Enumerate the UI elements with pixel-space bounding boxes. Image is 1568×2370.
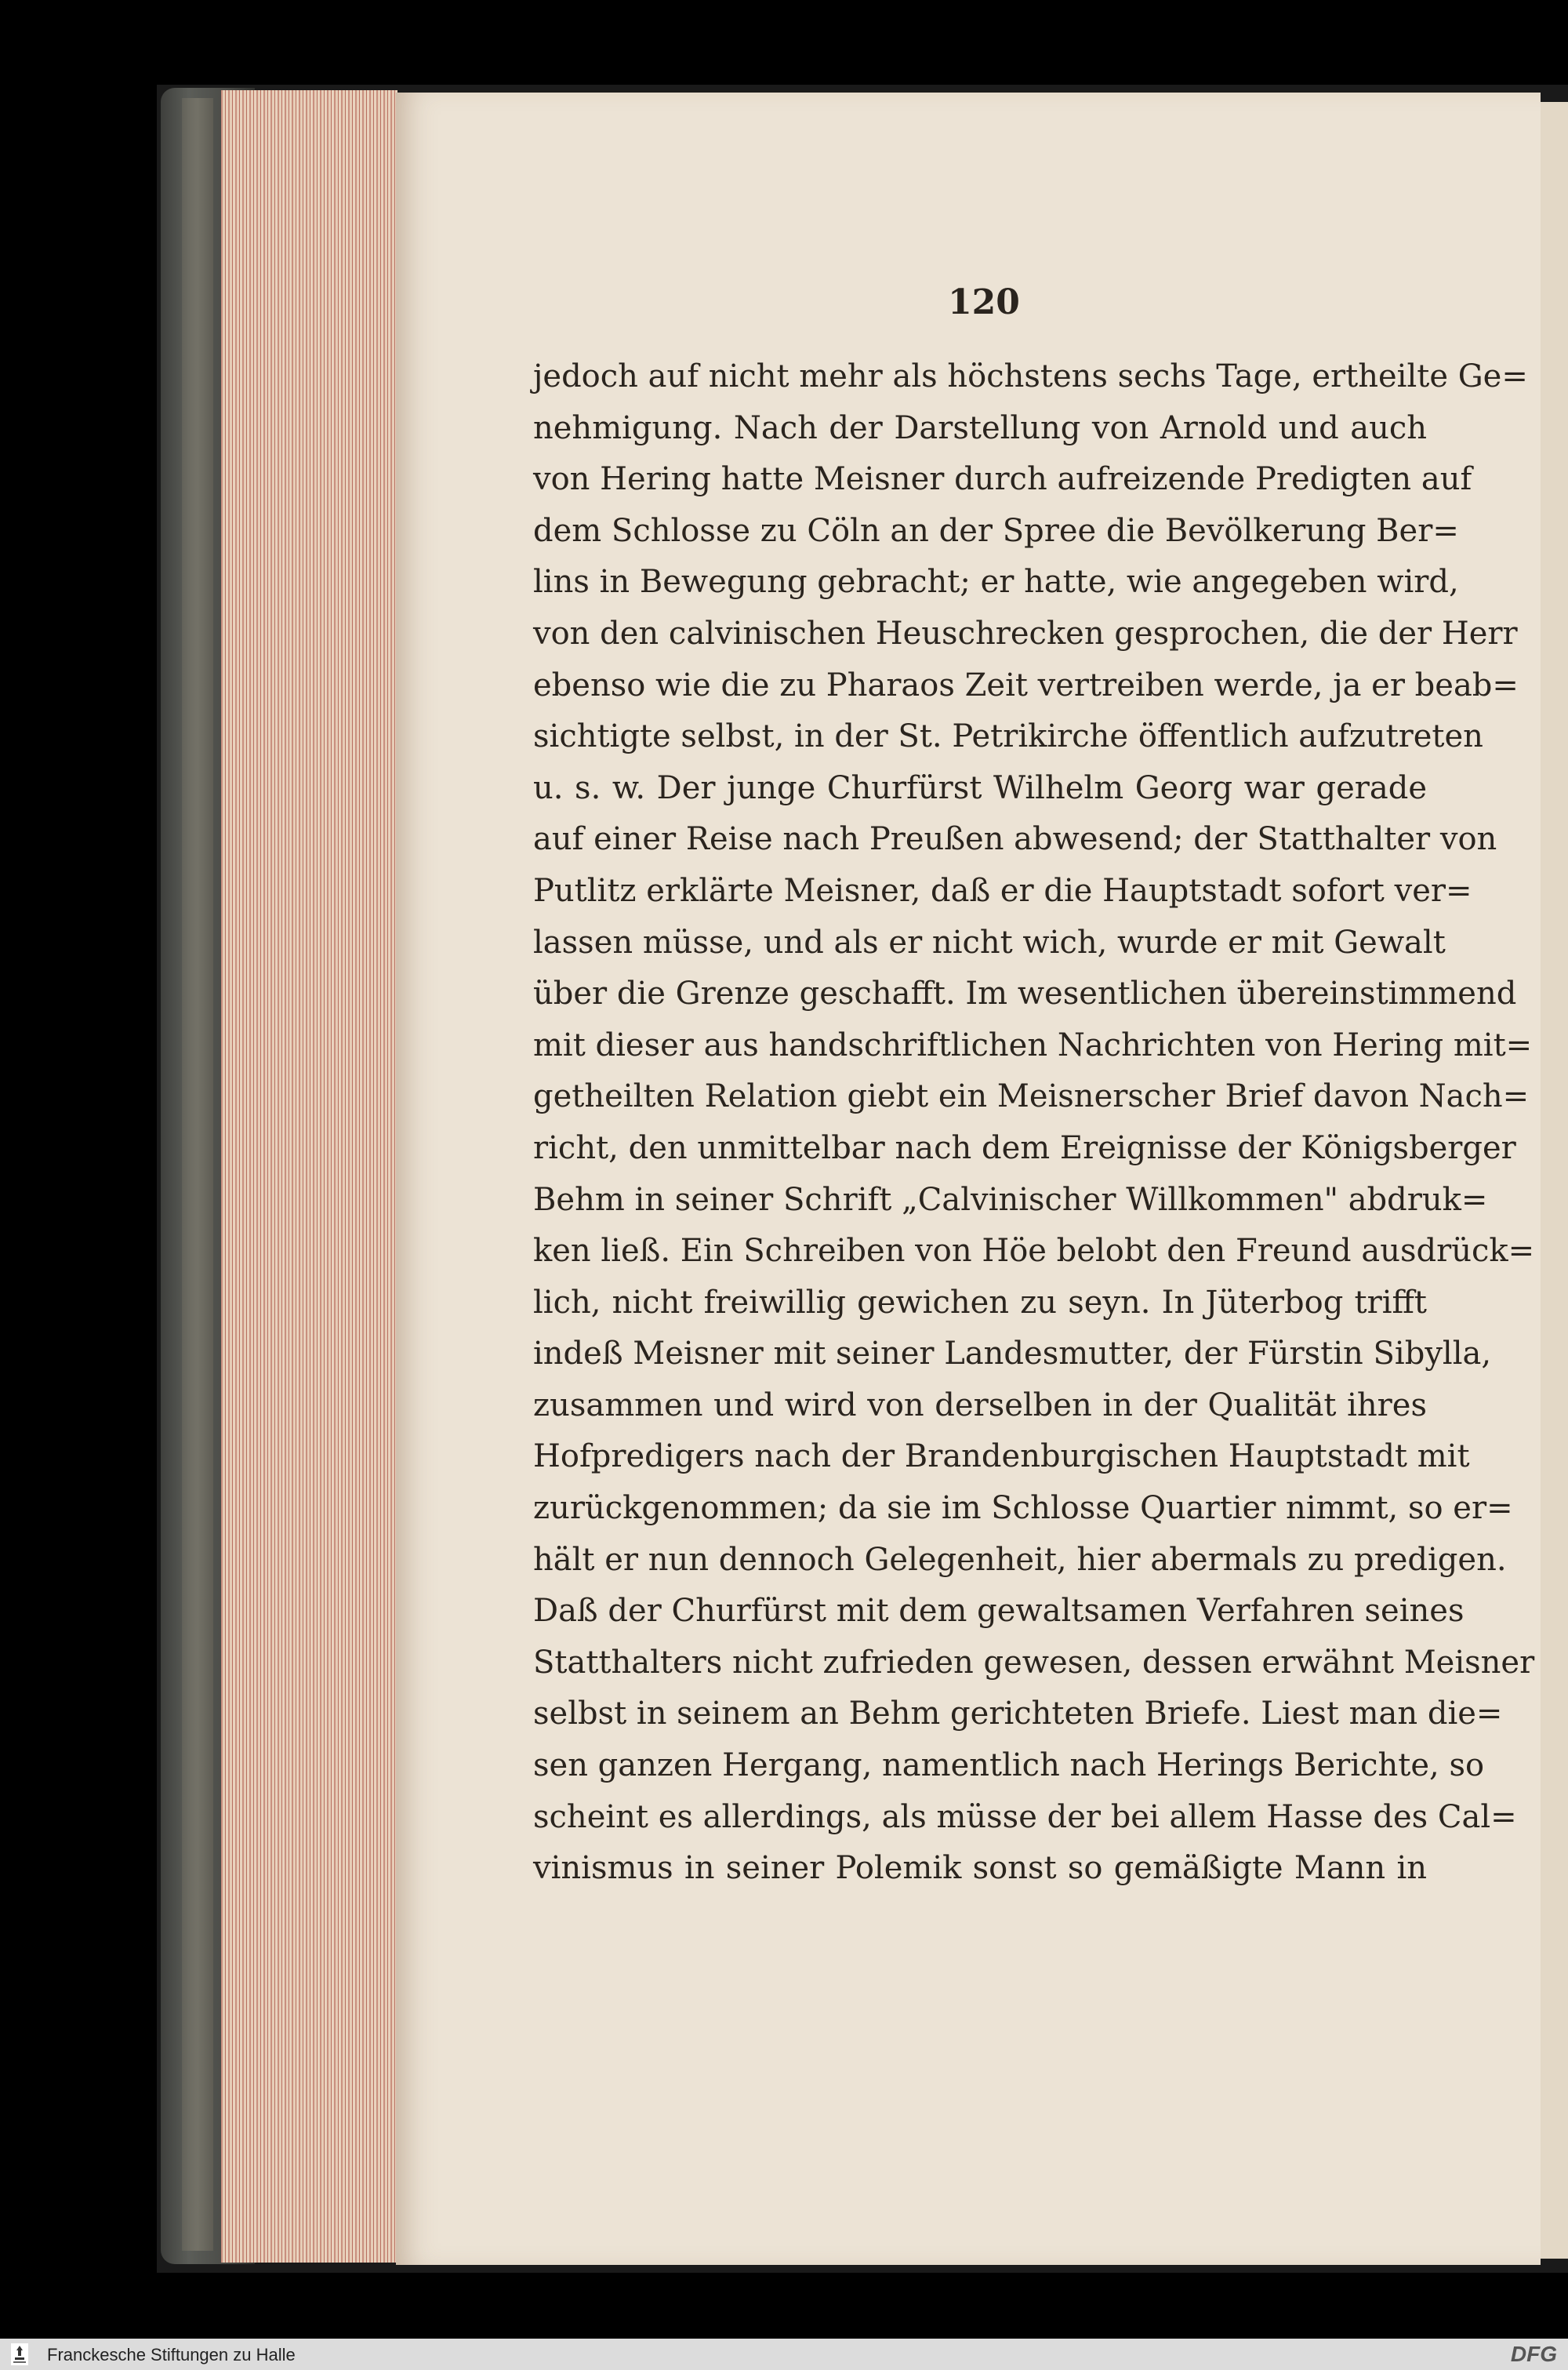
text-line: Daß der Churfürst mit dem gewaltsamen Verfahren seines: [533, 1593, 1465, 1630]
text-line: lich, nicht freiwillig gewichen zu seyn. In Jüterbog trifft: [533, 1284, 1427, 1321]
text-line: ken ließ. Ein Schreiben von Höe belobt den Freund ausdrück=: [533, 1233, 1535, 1270]
text-line: dem Schlosse zu Cöln an der Spree die Bevölkerung Ber=: [533, 512, 1459, 549]
text-line: von den calvinischen Heuschrecken gesprochen, die der Herr: [533, 615, 1518, 652]
text-line: sen ganzen Hergang, namentlich nach Herings Berichte, so: [533, 1747, 1485, 1784]
institution-name: Franckesche Stiftungen zu Halle: [47, 2345, 296, 2365]
page-number: 120: [948, 282, 1020, 322]
text-line: Putlitz erklärte Meisner, daß er die Hauptstadt sofort ver=: [533, 872, 1472, 909]
page-edges: [221, 90, 397, 2263]
text-line: jedoch auf nicht mehr als höchstens sechs Tage, ertheilte Ge=: [533, 358, 1528, 394]
text-line: richt, den unmittelbar nach dem Ereignisse der Königsberger: [533, 1129, 1516, 1166]
text-line: von Hering hatte Meisner durch aufreizende Predigten auf: [533, 461, 1472, 498]
text-line: sichtigte selbst, in der St. Petrikirche öffentlich aufzutreten: [533, 718, 1483, 755]
dfg-logo: DFG: [1510, 2342, 1557, 2366]
text-line: lassen müsse, und als er nicht wich, wurde er mit Gewalt: [533, 924, 1446, 961]
text-line: indeß Meisner mit seiner Landesmutter, der Fürstin Sibylla,: [533, 1336, 1492, 1372]
text-line: auf einer Reise nach Preußen abwesend; der Statthalter von: [533, 821, 1497, 858]
text-line: scheint es allerdings, als müsse der bei allem Hasse des Cal=: [533, 1798, 1517, 1835]
text-line: Hofpredigers nach der Brandenburgischen Hauptstadt mit: [533, 1438, 1470, 1475]
text-line: zurückgenommen; da sie im Schlosse Quartier nimmt, so er=: [533, 1490, 1513, 1527]
text-line: nehmigung. Nach der Darstellung von Arnold und auch: [533, 409, 1427, 446]
text-line: über die Grenze geschafft. Im wesentlichen übereinstimmend: [533, 976, 1517, 1012]
text-line: Statthalters nicht zufrieden gewesen, dessen erwähnt Meisner: [533, 1644, 1535, 1681]
text-line: hält er nun dennoch Gelegenheit, hier abermals zu predigen.: [533, 1541, 1507, 1578]
text-line: zusammen und wird von derselben in der Qualität ihres: [533, 1387, 1427, 1423]
text-line: Behm in seiner Schrift „Calvinischer Willkommen" abdruk=: [533, 1181, 1488, 1218]
cover-edge: [182, 98, 213, 2251]
text-line: getheilten Relation giebt ein Meisnerscher Brief davon Nach=: [533, 1078, 1530, 1115]
text-line: lins in Bewegung gebracht; er hatte, wie angegeben wird,: [533, 564, 1459, 601]
text-line: ebenso wie die zu Pharaos Zeit vertreiben werde, ja er beab=: [533, 667, 1519, 703]
text-line: vinismus in seiner Polemik sonst so gemäßigte Mann in: [533, 1850, 1427, 1887]
body-text: [533, 351, 1535, 1895]
next-page-edge: [1541, 102, 1568, 2259]
text-line: selbst in seinem an Behm gerichteten Briefe. Liest man die=: [533, 1696, 1503, 1732]
text-line: u. s. w. Der junge Churfürst Wilhelm Georg war gerade: [533, 769, 1427, 806]
institution-logo-icon: [11, 2343, 28, 2365]
footer-bar: [0, 2339, 1568, 2370]
text-line: mit dieser aus handschriftlichen Nachrichten von Hering mit=: [533, 1027, 1533, 1063]
